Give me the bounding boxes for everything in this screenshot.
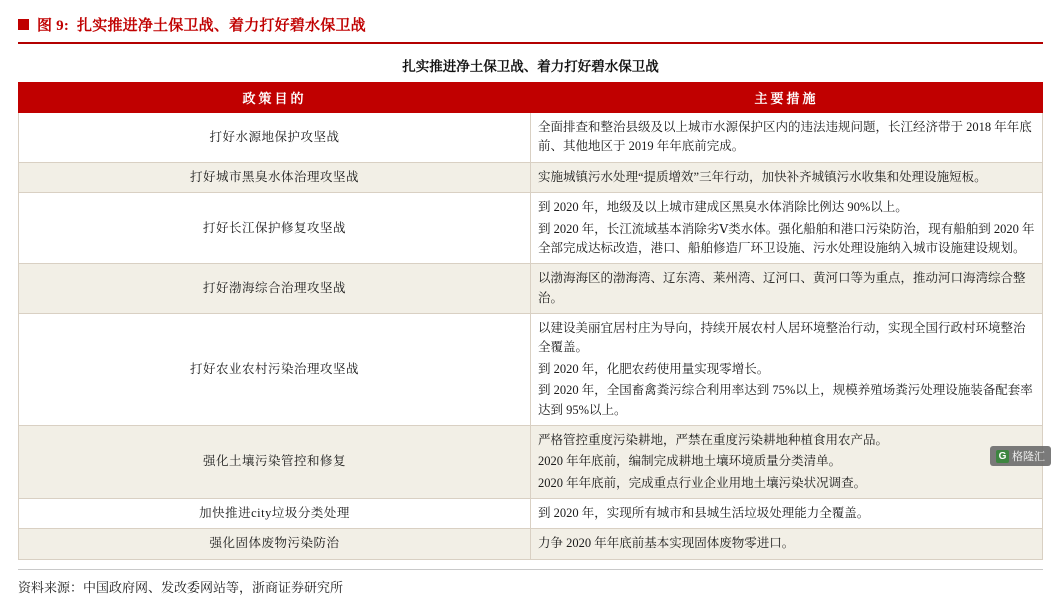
measure-line: 以渤海海区的渤海湾、辽东湾、莱州湾、辽河口、黄河口等为重点，推动河口海湾综合整治。	[538, 271, 1026, 305]
measure-line: 实施城镇污水处理“提质增效”三年行动，加快补齐城镇污水收集和处理设施短板。	[538, 169, 987, 184]
cell-goal: 打好长江保护修复攻坚战	[19, 193, 531, 264]
cell-goal: 强化固体废物污染防治	[19, 529, 531, 559]
measure-line: 到 2020 年，实现所有城市和县城生活垃圾处理能力全覆盖。	[538, 506, 870, 520]
table-body	[19, 113, 1043, 560]
measure-line: 以建设美丽宜居村庄为导向，持续开展农村人居环境整治行动，实现全国行政村环境整治全覆盖。	[538, 321, 1026, 355]
policy-table	[18, 52, 1043, 560]
watermark	[990, 446, 1051, 466]
table-row	[19, 162, 1043, 192]
measure-line: 到 2020 年，地级及以上城市建成区黑臭水体消除比例达 90%以上。	[538, 200, 908, 215]
figure-label: 图 9:	[37, 18, 70, 34]
table-caption: 扎实推进净土保卫战、着力打好碧水保卫战	[402, 59, 659, 74]
measure-line: 全面排查和整治县级及以上城市水源保护区内的违法违规问题，长江经济带于 2018 年年底前、其他地区于 2019 年年底前完成。	[538, 120, 1032, 154]
cell-goal: 打好农业农村污染治理攻坚战	[19, 314, 531, 426]
cell-measure	[531, 425, 1043, 498]
measure-line: 到 2020 年，长江流域基本消除劣Ⅴ类水体。强化船舶和港口污染防治，现有船舶到 2020 年全部完成达标改造，港口、船舶修造厂环卫设施、污水处理设施纳入城市设施建设规划。	[538, 221, 1035, 255]
figure-title: 扎实推进净土保卫战、着力打好碧水保卫战	[77, 18, 366, 34]
table-row	[19, 425, 1043, 498]
measure-line: 到 2020 年，全国畜禽粪污综合利用率达到 75%以上，规模养殖场粪污处理设施装备配套率达到 95%以上。	[538, 383, 1033, 417]
measure-line: 严格管控重度污染耕地，严禁在重度污染耕地种植食用农产品。	[538, 432, 889, 447]
figure-caption	[18, 14, 1043, 44]
table-row	[19, 529, 1043, 559]
measure-line: 2020 年年底前，编制完成耕地土壤环境质量分类清单。	[538, 454, 842, 469]
cell-goal: 打好渤海综合治理攻坚战	[19, 264, 531, 314]
table-container	[18, 52, 1043, 560]
cell-measure	[531, 113, 1043, 163]
source-note: 资料来源：中国政府网、发改委网站等，浙商证券研究所	[18, 579, 344, 595]
cell-measure	[531, 162, 1043, 192]
cell-goal: 强化土壤污染管控和修复	[19, 425, 531, 498]
cell-goal: 打好水源地保护攻坚战	[19, 113, 531, 163]
table-row	[19, 113, 1043, 163]
column-header-measure: 主要措施	[531, 83, 1043, 113]
cell-goal: 打好城市黑臭水体治理攻坚战	[19, 162, 531, 192]
cell-measure	[531, 499, 1043, 529]
cell-measure	[531, 264, 1043, 314]
table-row	[19, 314, 1043, 426]
cell-goal: 加快推进city垃圾分类处理	[19, 499, 531, 529]
cell-measure	[531, 314, 1043, 426]
table-header-row	[19, 83, 1043, 113]
measure-line: 力争 2020 年年底前基本实现固体废物零进口。	[538, 536, 795, 551]
table-row	[19, 499, 1043, 529]
measure-line: 2020 年年底前，完成重点行业企业用地土壤污染状况调查。	[538, 475, 867, 490]
cell-measure	[531, 193, 1043, 264]
measure-line: 到 2020 年，化肥农药使用量实现零增长。	[538, 361, 770, 376]
cell-measure	[531, 529, 1043, 559]
watermark-text: 格隆汇	[1012, 451, 1045, 463]
watermark-logo-icon: G	[996, 450, 1009, 463]
column-header-goal: 政策目的	[19, 83, 531, 113]
table-row	[19, 264, 1043, 314]
table-head	[19, 83, 1043, 113]
bullet-square-icon	[18, 19, 29, 30]
table-row	[19, 193, 1043, 264]
